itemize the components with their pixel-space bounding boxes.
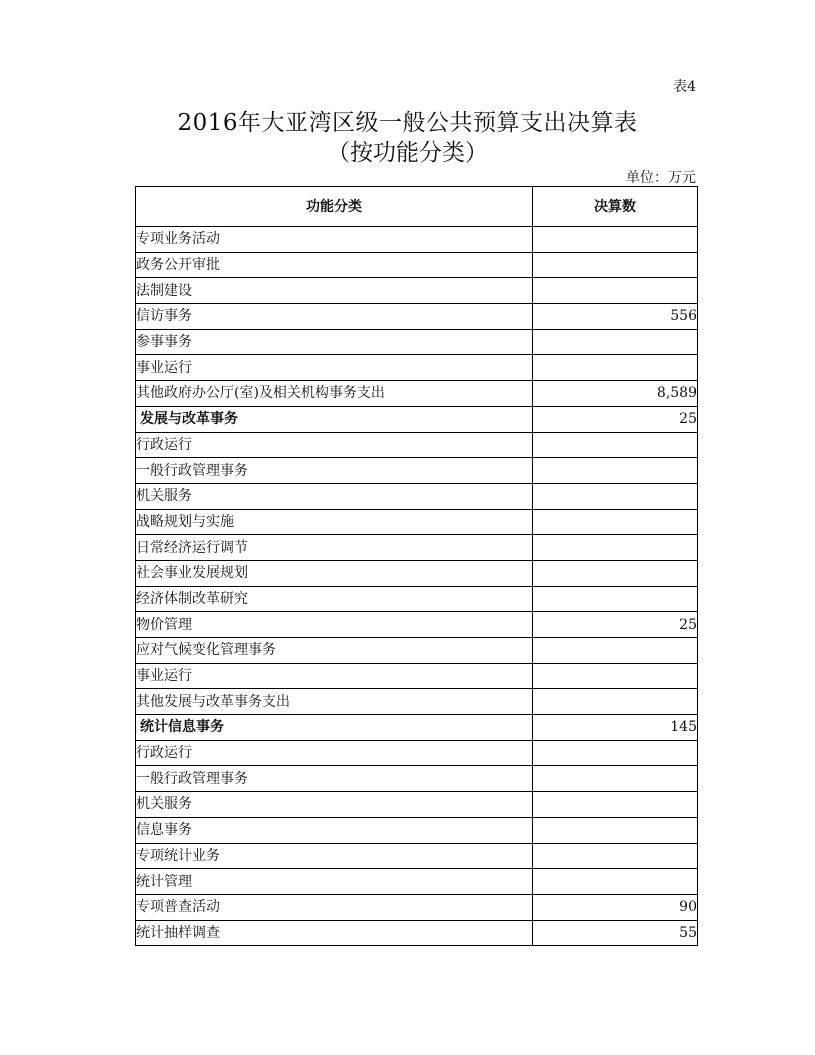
amount-cell: [533, 535, 698, 561]
amount-cell: [533, 483, 698, 509]
table-row: [136, 920, 698, 946]
amount-cell: 25: [533, 612, 698, 638]
item-name-cell: 应对气候变化管理事务: [136, 638, 533, 664]
amount-cell: 55: [533, 920, 698, 946]
table-number: 表4: [673, 79, 696, 95]
amount-cell: [533, 843, 698, 869]
table-row: [136, 560, 698, 586]
amount-cell: 8,589: [533, 381, 698, 407]
item-name-cell: 政务公开审批: [136, 252, 533, 278]
item-name-cell: 专项统计业务: [136, 843, 533, 869]
table-row: [136, 869, 698, 895]
table-row: [136, 638, 698, 664]
item-name-cell: 统计抽样调查: [136, 920, 533, 946]
category-name-cell: 统计信息事务: [136, 715, 533, 741]
amount-cell: [533, 227, 698, 253]
item-name-cell: 专项业务活动: [136, 227, 533, 253]
item-name-cell: 参事事务: [136, 329, 533, 355]
table-row: [136, 381, 698, 407]
table-row: [136, 483, 698, 509]
amount-cell: 556: [533, 304, 698, 330]
amount-cell: 145: [533, 715, 698, 741]
table-row: [136, 715, 698, 741]
table-row: [136, 355, 698, 381]
table-row: [136, 304, 698, 330]
table-row: [136, 612, 698, 638]
item-name-cell: 其他发展与改革事务支出: [136, 689, 533, 715]
item-name-cell: 机关服务: [136, 483, 533, 509]
amount-cell: [533, 509, 698, 535]
unit-label: 单位：万元: [626, 170, 696, 186]
item-name-cell: 机关服务: [136, 792, 533, 818]
category-name-cell: 发展与改革事务: [136, 406, 533, 432]
item-name-cell: 物价管理: [136, 612, 533, 638]
table-row: [136, 740, 698, 766]
item-name-cell: 经济体制改革研究: [136, 586, 533, 612]
column-header-category: 功能分类: [136, 187, 533, 227]
page-subtitle: （按功能分类）: [327, 140, 488, 166]
table-row: [136, 252, 698, 278]
table-row: [136, 817, 698, 843]
item-name-cell: 社会事业发展规划: [136, 560, 533, 586]
item-name-cell: 信访事务: [136, 304, 533, 330]
amount-cell: [533, 689, 698, 715]
item-name-cell: 专项普查活动: [136, 894, 533, 920]
amount-cell: [533, 586, 698, 612]
item-name-cell: 统计管理: [136, 869, 533, 895]
table-row: [136, 792, 698, 818]
amount-cell: [533, 329, 698, 355]
table-row: [136, 509, 698, 535]
item-name-cell: 行政运行: [136, 432, 533, 458]
table-row: [136, 689, 698, 715]
item-name-cell: 行政运行: [136, 740, 533, 766]
amount-cell: [533, 740, 698, 766]
item-name-cell: 法制建设: [136, 278, 533, 304]
amount-cell: [533, 252, 698, 278]
budget-table: [135, 186, 698, 946]
table-row: [136, 227, 698, 253]
table-row: [136, 586, 698, 612]
item-name-cell: 一般行政管理事务: [136, 458, 533, 484]
item-name-cell: 战略规划与实施: [136, 509, 533, 535]
amount-cell: [533, 869, 698, 895]
amount-cell: [533, 355, 698, 381]
table-row: [136, 329, 698, 355]
amount-cell: 25: [533, 406, 698, 432]
amount-cell: [533, 458, 698, 484]
amount-cell: [533, 432, 698, 458]
item-name-cell: 其他政府办公厅(室)及相关机构事务支出: [136, 381, 533, 407]
table-row: [136, 843, 698, 869]
table-header-row: [136, 187, 698, 227]
amount-cell: [533, 663, 698, 689]
amount-cell: [533, 817, 698, 843]
table-row: [136, 663, 698, 689]
amount-cell: [533, 766, 698, 792]
table-row: [136, 406, 698, 432]
amount-cell: [533, 792, 698, 818]
table-row: [136, 535, 698, 561]
table-row: [136, 766, 698, 792]
page-title: 2016年大亚湾区级一般公共预算支出决算表: [177, 110, 638, 136]
table-row: [136, 458, 698, 484]
item-name-cell: 事业运行: [136, 663, 533, 689]
item-name-cell: 日常经济运行调节: [136, 535, 533, 561]
item-name-cell: 事业运行: [136, 355, 533, 381]
table-row: [136, 894, 698, 920]
amount-cell: [533, 278, 698, 304]
table-row: [136, 432, 698, 458]
amount-cell: 90: [533, 894, 698, 920]
amount-cell: [533, 638, 698, 664]
item-name-cell: 信息事务: [136, 817, 533, 843]
table-row: [136, 278, 698, 304]
column-header-amount: 决算数: [533, 187, 698, 227]
item-name-cell: 一般行政管理事务: [136, 766, 533, 792]
amount-cell: [533, 560, 698, 586]
